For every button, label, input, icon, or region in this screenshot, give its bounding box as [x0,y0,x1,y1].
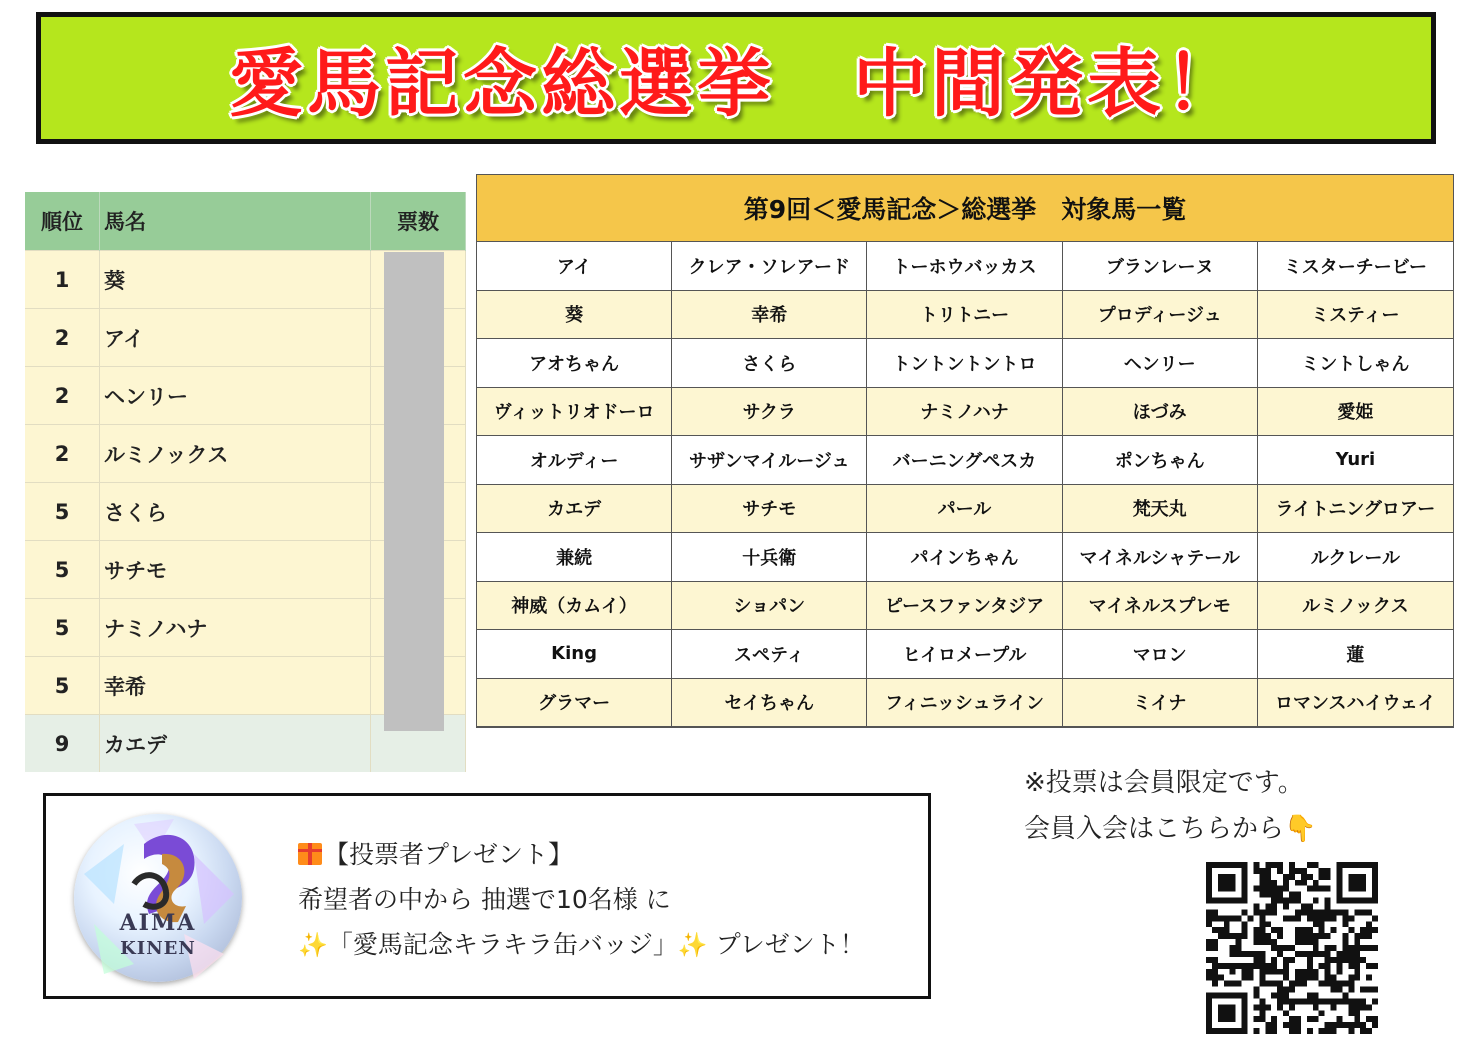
rank-cell: 5 [25,657,100,715]
candidate-cell: ミイナ [1063,679,1258,728]
horse-name-cell: 幸希 [100,657,371,715]
candidate-cell: King [477,630,672,679]
candidate-cell: 梵天丸 [1063,485,1258,534]
present-lottery-text: 希望者の中から 抽選で10名様 に [298,885,671,914]
can-badge-image [74,814,242,982]
member-only-text: ※投票は会員限定です。 [1024,768,1304,798]
candidate-cell: ロマンスハイウェイ [1258,679,1453,728]
member-notice [1024,760,1316,852]
candidate-list-title: 第9回＜愛馬記念＞総選挙 対象馬一覧 [477,175,1453,242]
name-header: 馬名 [100,192,371,251]
candidate-cell: Yuri [1258,436,1453,485]
candidate-cell: サザンマイルージュ [672,436,867,485]
present-description [298,832,865,968]
candidate-cell: サクラ [672,388,867,437]
candidate-cell: アイ [477,242,672,291]
rank-cell: 9 [25,715,100,773]
candidate-list-table [476,174,1454,728]
candidate-cell: 蓮 [1258,630,1453,679]
candidate-cell: トントントントロ [867,339,1062,388]
present-heading-line [298,832,865,877]
present-box [43,793,931,999]
rank-cell: 5 [25,599,100,657]
horse-name-cell: ルミノックス [100,425,371,483]
horse-name-cell: 葵 [100,251,371,309]
candidate-cell: ルクレール [1258,533,1453,582]
gift-icon [298,843,322,865]
candidate-cell: トリトニー [867,291,1062,340]
pointing-down-icon: 👇 [1284,814,1317,844]
rank-cell: 2 [25,367,100,425]
banner-title: 愛馬記念総選挙 中間発表！ [229,41,1243,127]
candidate-cell: マイネルスプレモ [1063,582,1258,631]
candidate-cell: オルディー [477,436,672,485]
horse-name-cell: アイ [100,309,371,367]
signup-qr-code[interactable] [1204,862,1380,1034]
candidate-cell: マロン [1063,630,1258,679]
candidate-cell: サチモ [672,485,867,534]
candidate-cell: 兼続 [477,533,672,582]
horse-name-cell: ヘンリー [100,367,371,425]
candidate-cell: クレア・ソレアード [672,242,867,291]
vote-count-mask [384,252,444,731]
candidate-cell: 幸希 [672,291,867,340]
present-item-line [298,922,865,968]
badge-text-aima: AIMA [119,910,197,936]
candidate-cell: セイちゃん [672,679,867,728]
candidate-cell: ブランレーヌ [1063,242,1258,291]
sparkle-icon: ✨ [677,931,708,959]
sparkle-icon: ✨ [298,931,328,959]
candidate-cell: ヒイロメープル [867,630,1062,679]
rank-cell: 2 [25,425,100,483]
candidate-cell: ほづみ [1063,388,1258,437]
candidate-cell: ミスティー [1258,291,1453,340]
candidate-cell: ヴィットリオドーロ [477,388,672,437]
title-banner [36,12,1436,144]
rank-cell: 5 [25,483,100,541]
horse-name-cell: カエデ [100,715,371,773]
votes-header: 票数 [371,192,466,251]
candidate-cell: 愛姫 [1258,388,1453,437]
horse-name-cell: サチモ [100,541,371,599]
candidate-cell: カエデ [477,485,672,534]
candidate-cell: 十兵衛 [672,533,867,582]
candidate-cell: ポンちゃん [1063,436,1258,485]
candidate-cell: ルミノックス [1258,582,1453,631]
candidate-cell: バーニングペスカ [867,436,1062,485]
candidate-cell: グラマー [477,679,672,728]
candidate-grid [477,242,1453,727]
candidate-cell: 神威（カムイ） [477,582,672,631]
member-signup-text[interactable]: 会員入会はこちらから [1024,814,1285,844]
candidate-cell: さくら [672,339,867,388]
candidate-cell: スペティ [672,630,867,679]
candidate-cell: パール [867,485,1062,534]
candidate-cell: パインちゃん [867,533,1062,582]
candidate-cell: プロディージュ [1063,291,1258,340]
present-item-tail: プレゼント！ [707,930,865,959]
candidate-cell: マイネルシャテール [1063,533,1258,582]
candidate-cell: ヘンリー [1063,339,1258,388]
candidate-cell: 葵 [477,291,672,340]
horse-name-cell: さくら [100,483,371,541]
candidate-cell: トーホウバッカス [867,242,1062,291]
candidate-cell: ライトニングロアー [1258,485,1453,534]
rank-cell: 5 [25,541,100,599]
rank-cell: 2 [25,309,100,367]
candidate-cell: アオちゃん [477,339,672,388]
candidate-cell: ミントしゃん [1258,339,1453,388]
candidate-cell: ナミノハナ [867,388,1062,437]
badge-text-kinen: KINEN [120,938,196,959]
candidate-cell: フィニッシュライン [867,679,1062,728]
rank-cell: 1 [25,251,100,309]
candidate-cell: ショパン [672,582,867,631]
present-heading: 【投票者プレゼント】 [324,840,574,869]
rank-header: 順位 [25,192,100,251]
ranking-header-row [25,192,466,251]
candidate-cell: ピースファンタジア [867,582,1062,631]
horse-name-cell: ナミノハナ [100,599,371,657]
present-item-name: 「愛馬記念キラキラ缶バッジ」 [327,930,678,959]
member-signup-line [1024,806,1316,852]
candidate-cell: ミスターチービー [1258,242,1453,291]
